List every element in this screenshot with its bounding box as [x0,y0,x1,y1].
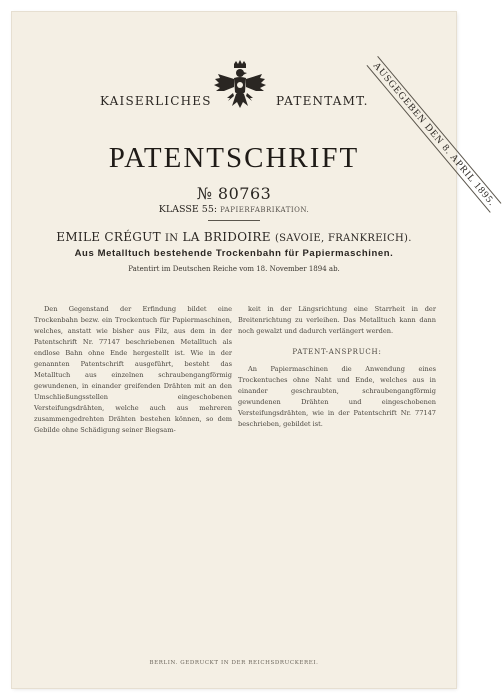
class-name: PAPIERFABRIKATION. [220,206,310,214]
printer-imprint: BERLIN. GEDRUCKT IN DER REICHSDRUCKEREI. [149,660,319,666]
imperial-eagle-icon [212,60,268,116]
description-continuation: keit in der Längsrichtung eine Starrheit in der Breitenrichtung zu verleihen. Das Metalltuch kann dann noch gewalzt und dadurch verlängert werden. [238,305,436,335]
patent-class [12,204,456,215]
claim-text: An Papiermaschinen die Anwendung eines Trockentuches ohne Naht und Ende, welches aus in einander geschraubten, schraubengangförmig gewundenen Drähten und eingeschobenen Versteifungsdrähten, wie in der Patentschrift Nr. 77147 beschrieben, gebildet ist. [238,365,436,428]
header-left-text: KAISERLICHES [100,94,212,108]
issue-date-stamp: AUSGEGEBEN DEN 8. APRIL 1895. [367,56,502,213]
class-label: KLASSE 55: [158,204,218,215]
body-column-right [238,304,436,430]
title-divider [208,220,260,221]
patent-number: № 80763 [196,184,272,203]
inventor-place: LA BRIDOIRE [182,230,271,244]
body-column-left [34,304,232,436]
inventor-line [12,230,456,244]
header-right-text: PATENTAMT. [276,94,369,108]
patented-date-line: Patentirt im Deutschen Reiche vom 18. November 1894 ab. [128,265,340,273]
inventor-region: (SAVOIE, FRANKREICH). [274,233,412,244]
patent-document-page [12,12,498,688]
invention-title: Aus Metalltuch bestehende Trockenbahn für Papiermaschinen. [74,248,394,259]
document-title: PATENTSCHRIFT [108,142,360,174]
claim-heading: PATENT-ANSPRUCH: [292,348,382,356]
description-paragraph: Den Gegenstand der Erfindung bildet eine Trockenbahn bezw. ein Trockentuch für Papiermaschinen, welches, anstatt wie bisher aus Filz, aus dem in der Patentschrift Nr. 77147 beschriebenen Metalltuch als endlose Bahn ohne Ende hergestellt ist. Wie in der genannten Patentschrift ausgeführt, besteht das Metalltuch aus einzelnen schraubengangförmig gewundenen, in einander greifenden Drähten mit an den Umschließungsstellen eingeschobenen Versteifungsdrähten, welche auch aus mehreren zusammengedrehten Drähten bestehen können, so dem Gebilde ohne Schädigung seiner Biegsam- [34,305,232,434]
inventor-connector: IN [165,233,179,244]
inventor-name: EMILE CRÉGUT [56,230,161,244]
